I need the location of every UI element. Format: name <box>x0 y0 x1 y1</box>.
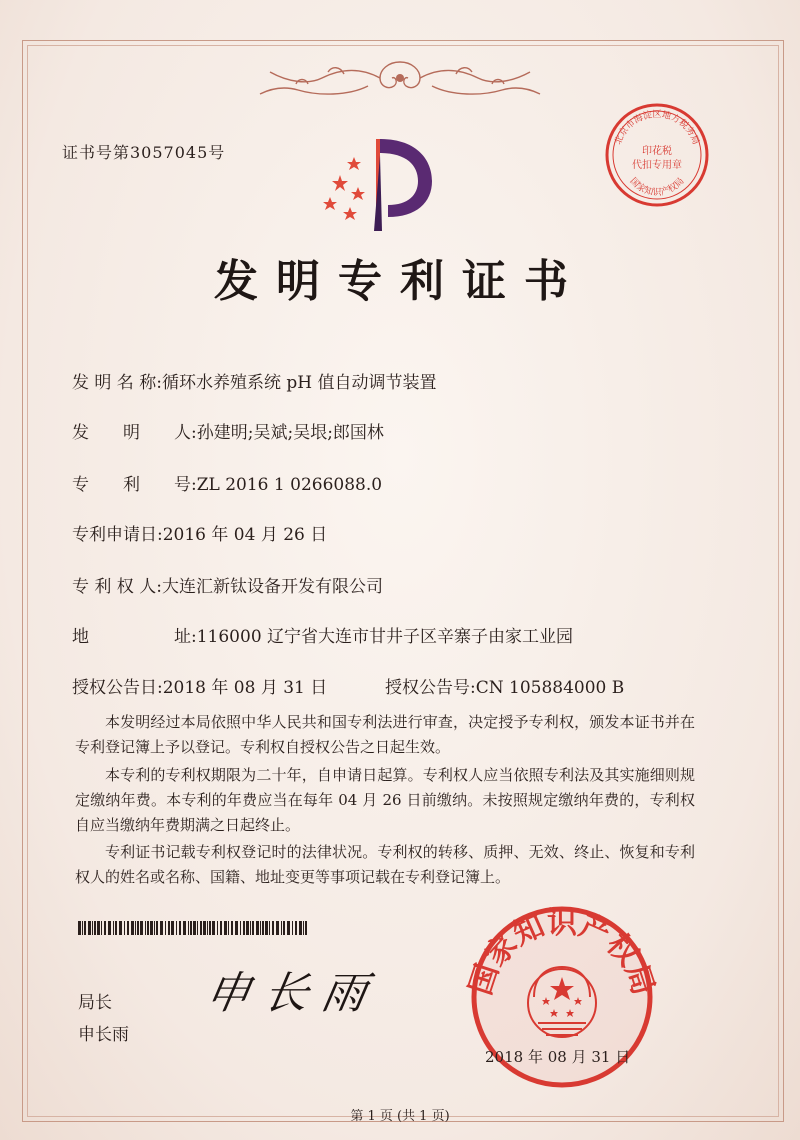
body-paragraph-1: 本发明经过本局依照中华人民共和国专利法进行审查，决定授予专利权，颁发本证书并在专利登记簿上予以登记。专利权自授权公告之日起生效。 <box>75 713 695 756</box>
field-value: 大连汇新钛设备开发有限公司 <box>161 577 383 597</box>
svg-text:国家知识产权局 <box>628 176 687 198</box>
signature-icon <box>200 960 400 1030</box>
field-label: 发 明 人: <box>72 423 197 443</box>
body-paragraph-2: 本专利的专利权期限为二十年，自申请日起算。专利权人应当依照专利法及其实施细则规定缴纳年费。本专利的年费应当在每年 04 月 26 日前缴纳。未按照规定缴纳年费的，专利权自应当缴纳年费期满之日起终止。 <box>75 766 695 834</box>
seal-date: 2018 年 08 月 31 日 <box>485 1048 631 1066</box>
field-value: 116000 辽宁省大连市甘井子区辛寨子由家工业园 <box>196 627 574 647</box>
body-paragraph-3: 专利证书记载专利权登记时的法律状况。专利权的转移、质押、无效、终止、恢复和专利权人的姓名或名称、国籍、地址变更等事项记载在专利登记簿上。 <box>75 843 695 886</box>
signature-text: 申长雨 <box>201 968 385 1019</box>
page-footer: 第 1 页 (共 1 页) <box>350 1109 450 1124</box>
field-value: 孙建明;吴斌;吴垠;郎国林 <box>196 423 384 443</box>
tax-stamp-icon <box>602 100 712 210</box>
top-ornament-icon <box>248 56 552 104</box>
barcode-icon <box>78 921 310 935</box>
field-label: 专利申请日: <box>72 525 163 545</box>
field-invention-name <box>72 368 436 393</box>
field-value: 2016 年 04 月 26 日 <box>162 525 328 545</box>
tax-stamp-center-line1: 印花税 <box>642 146 672 157</box>
field-filing-date <box>72 520 327 545</box>
field-value: ZL 2016 1 0266088.0 <box>196 475 383 495</box>
tax-stamp-ring-text: 北京市海淀区地方税务局 <box>613 110 701 147</box>
field-address <box>72 622 573 647</box>
field-label: 专 利 权 人: <box>72 577 162 597</box>
patent-office-logo-icon <box>318 135 438 235</box>
field-grant-date <box>72 673 327 698</box>
field-label: 专 利 号: <box>72 475 197 495</box>
field-value: 循环水养殖系统 pH 值自动调节装置 <box>161 373 437 393</box>
seal-ring-text: 国家知识产权局 <box>463 906 661 1000</box>
field-label: 发 明 名 称: <box>72 373 162 393</box>
tax-stamp-center-line2: 代扣专用章 <box>632 160 682 171</box>
certificate-number: 证书号第3057045号 <box>62 143 226 162</box>
field-label: 授权公告号: <box>385 678 476 698</box>
field-value: CN 105884000 B <box>475 678 625 698</box>
field-value: 2018 年 08 月 31 日 <box>162 678 328 698</box>
signatory-title: 局长 <box>78 993 112 1013</box>
field-label: 地 址: <box>72 627 197 647</box>
field-patent-no <box>72 470 382 495</box>
page-title: 发明专利证书 <box>214 256 586 307</box>
field-patentee <box>72 572 383 597</box>
field-label: 授权公告日: <box>72 678 163 698</box>
field-inventors <box>72 418 384 443</box>
signatory-name: 申长雨 <box>78 1025 129 1045</box>
tax-stamp-bottom-text: 国家知识产权局 <box>627 176 687 198</box>
field-grant-no <box>385 673 624 698</box>
